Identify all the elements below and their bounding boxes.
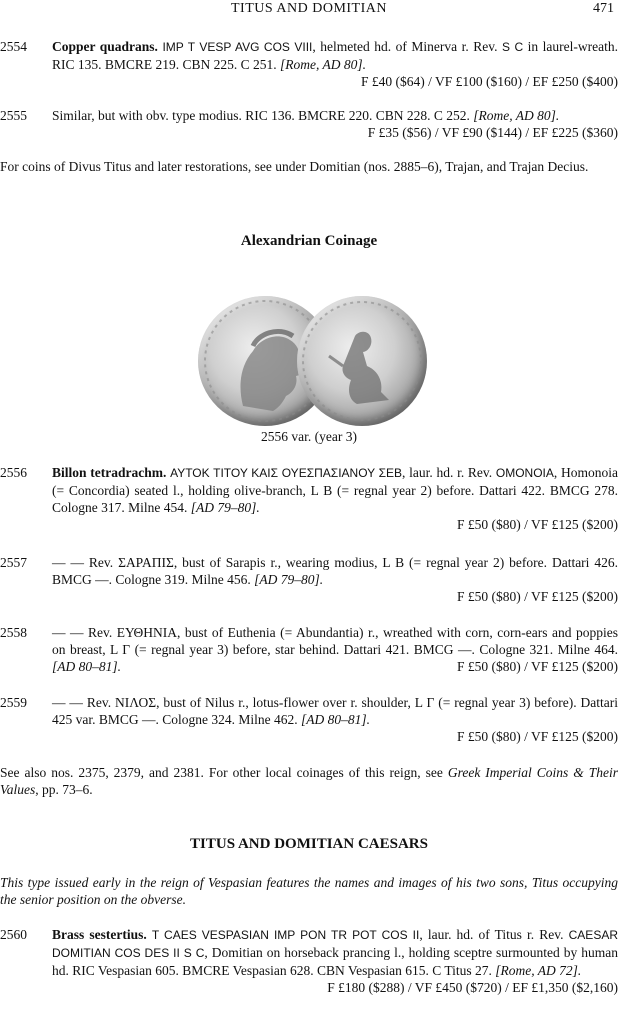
obverse-legend: IMP T VESP AVG COS VIII <box>162 40 313 54</box>
entry-description: — — Rev. ΣΑΡΑΠΙΣ, bust of Sarapis r., wearing modius, L B (= regnal year 2) before. Dattari 426. BMCG —. Cologne 319. Milne 456. <box>52 555 618 587</box>
entry-number: 2555 <box>0 108 27 123</box>
entry-date: [Rome, AD 80]. <box>280 57 367 72</box>
reverse-legend: S C <box>502 40 524 54</box>
entry-number: 2556 <box>0 465 27 480</box>
entry-references: , Homonoia (= Concordia) seated l., holding olive-branch, L B (= regnal year 2) before. Dattari 422. BMCG 278. Cologne 317. Milne 454. <box>52 465 618 515</box>
note-text: See also nos. 2375, 2379, and 2381. For other local coinages of this reign, see <box>0 765 448 780</box>
entry-number: 2554 <box>0 39 27 54</box>
entry-date: [AD 80–81]. <box>52 659 122 674</box>
catalog-entry-2556 <box>0 464 618 533</box>
catalog-entry-2559 <box>0 694 618 745</box>
entry-description: — — Rev. ΝΙΛΟΣ, bust of Nilus r., lotus-flower over r. shoulder, L Γ (= regnal year 3) before). Dattari 425 var. BMCG —. Cologne 324. Milne 462. <box>52 695 618 727</box>
entry-description: , helmeted hd. of Minerva r. Rev. <box>312 39 503 54</box>
entry-description: — — Rev. ΕΥΘΗΝΙΑ, bust of Euthenia (= Abundantia) r., wreathed with corn, corn-ears and poppies on breast, L Γ (= regnal year 3) before, star behind. Dattari 421. BMCG —. Cologne 321. Milne 464. <box>52 625 618 657</box>
entry-denomination: Copper quadrans. <box>52 39 158 54</box>
entry-price: F £50 ($80) / VF £125 ($200) <box>456 517 618 532</box>
section-intro: This type issued early in the reign of Vespasian features the names and images of his two sons, Titus occupying the senior position on the obverse. <box>0 875 618 907</box>
entry-number: 2559 <box>0 695 27 710</box>
obverse-legend: ΑΥΤΟΚ ΤΙΤΟΥ ΚΑΙΣ ΟΥΕΣΠΑΣΙΑΝΟΥ ΣΕΒ <box>170 466 403 480</box>
coin-reverse-image <box>297 296 427 426</box>
entry-description: , laur. hd. of Titus r. Rev. <box>419 927 569 942</box>
catalog-entry-2554 <box>0 38 618 90</box>
seated-figure-icon <box>297 296 427 426</box>
note-text-end: , pp. 73–6. <box>35 782 93 797</box>
book-title: Greek Imperial Coins & Their Values <box>0 765 618 797</box>
entry-date: [AD 80–81]. <box>301 712 371 727</box>
catalog-entry-2558 <box>0 624 618 675</box>
entry-number: 2560 <box>0 927 27 942</box>
local-coinage-note <box>0 764 618 798</box>
running-header-title: TITUS AND DOMITIAN <box>231 1 387 16</box>
cross-reference-note: For coins of Divus Titus and later restorations, see under Domitian (nos. 2885–6), Trajan, and Trajan Decius. <box>0 159 589 174</box>
entry-price: F £40 ($64) / VF £100 ($160) / EF £250 ($400) <box>360 74 618 89</box>
entry-number: 2558 <box>0 625 27 640</box>
section-title-caesars: TITUS AND DOMITIAN CAESARS <box>190 836 428 852</box>
entry-price: F £180 ($288) / VF £450 ($720) / EF £1,350 ($2,160) <box>327 980 618 995</box>
entry-date: [AD 79–80]. <box>254 572 324 587</box>
entry-description: Similar, but with obv. type modius. RIC 136. BMCRE 220. CBN 228. C 252. <box>52 108 474 123</box>
section-title-alexandrian: Alexandrian Coinage <box>240 233 378 249</box>
entry-references: , Domitian on horseback prancing l., holding sceptre surmounted by human hd. RIC Vespasian 605. BMCRE Vespasian 628. CBN Vespasian 615. C Titus 27. <box>52 945 618 978</box>
reverse-legend: OMONOIA <box>495 466 554 480</box>
entry-date: [Rome, AD 80]. <box>473 108 560 123</box>
entry-price: F £35 ($56) / VF £90 ($144) / EF £225 ($360) <box>367 125 618 140</box>
obverse-legend: T CAES VESPASIAN IMP PON TR POT COS II <box>151 928 420 942</box>
catalog-entry-2557 <box>0 554 618 605</box>
entry-price: F £50 ($80) / VF £125 ($200) <box>456 589 618 604</box>
reverse-legend: CAESAR DOMITIAN COS DES II S C <box>52 928 618 960</box>
catalog-entry-2560 <box>0 926 618 996</box>
entry-date: [AD 79–80]. <box>190 500 260 515</box>
entry-references: in laurel-wreath. RIC 135. BMCRE 219. CBN 225. C 251. <box>52 39 618 72</box>
entry-price: F £50 ($80) / VF £125 ($200) <box>456 659 618 674</box>
page-number: 471 <box>593 1 614 16</box>
entry-number: 2557 <box>0 555 27 570</box>
entry-description: , laur. hd. r. Rev. <box>402 465 496 480</box>
entry-denomination: Brass sestertius. <box>52 927 147 942</box>
entry-denomination: Billon tetradrachm. <box>52 465 167 480</box>
entry-date: [Rome, AD 72]. <box>495 963 582 978</box>
entry-price: F £50 ($80) / VF £125 ($200) <box>456 729 618 744</box>
coin-image-caption: 2556 var. (year 3) <box>261 429 357 444</box>
catalog-entry-2555 <box>0 107 618 141</box>
